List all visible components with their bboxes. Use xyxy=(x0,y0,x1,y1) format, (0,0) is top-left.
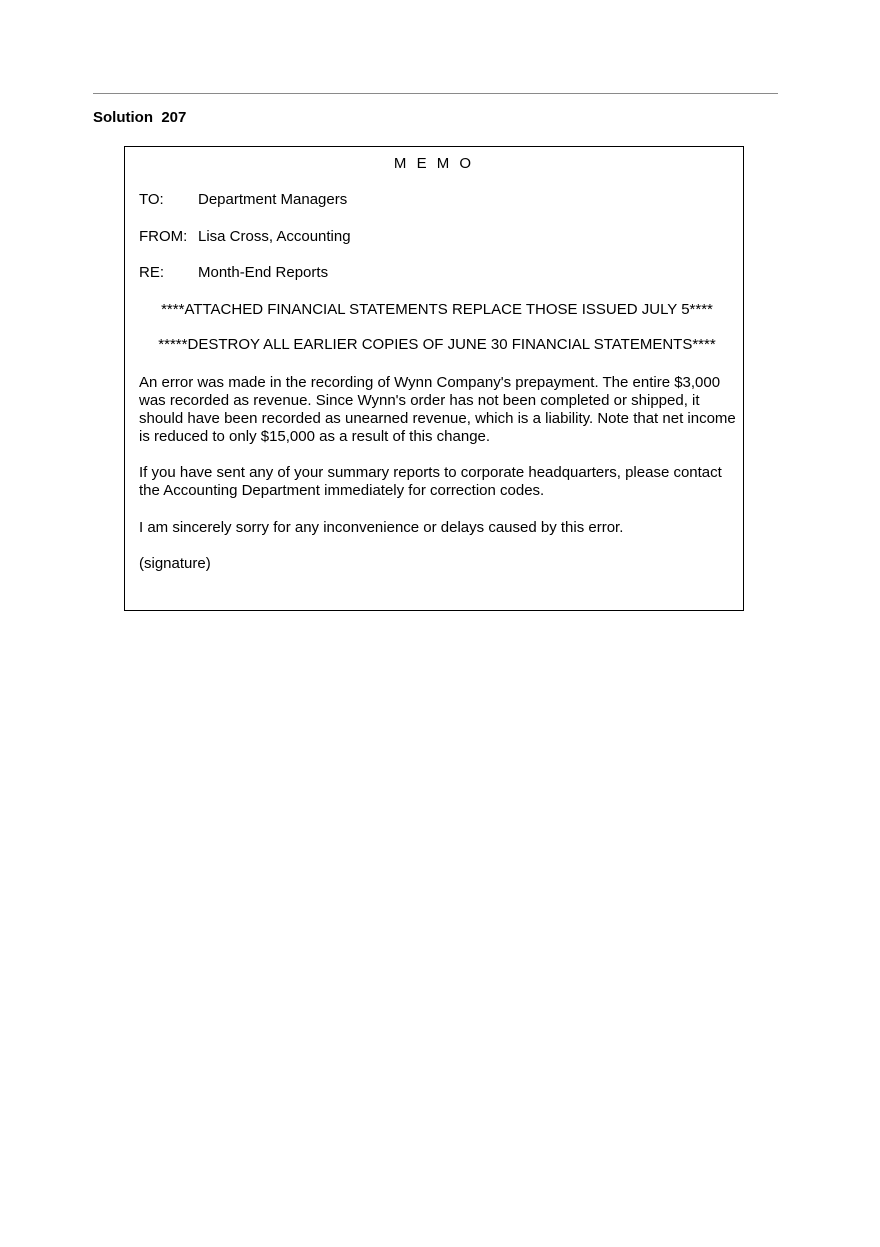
memo-signature: (signature) xyxy=(139,555,211,572)
memo-from-label: FROM: xyxy=(139,228,188,245)
memo-paragraph-apology: I am sincerely sorry for any inconvenience or delays caused by this error. xyxy=(139,519,624,536)
memo-heading: M E M O xyxy=(393,155,475,172)
memo-to-value: Department Managers xyxy=(198,191,348,208)
memo-to-label: TO: xyxy=(139,191,164,208)
memo-re-row xyxy=(139,264,328,281)
solution-title: Solution 207 xyxy=(93,109,187,126)
memo-notice-destroy: *****DESTROY ALL EARLIER COPIES OF JUNE 30 FINANCIAL STATEMENTS**** xyxy=(158,336,716,353)
memo-re-label: RE: xyxy=(139,264,165,281)
top-divider xyxy=(93,93,778,94)
memo-notice-replace: ****ATTACHED FINANCIAL STATEMENTS REPLACE THOSE ISSUED JULY 5**** xyxy=(161,301,713,318)
memo-box xyxy=(124,146,744,611)
memo-re-value: Month-End Reports xyxy=(198,264,329,281)
memo-from-value: Lisa Cross, Accounting xyxy=(198,228,351,245)
memo-paragraph-contact: If you have sent any of your summary reports to corporate headquarters, please contact the Accounting Department immediately for correction codes. xyxy=(139,464,722,499)
memo-from-row xyxy=(139,228,351,245)
memo-to-row xyxy=(139,191,347,208)
memo-paragraph-error: An error was made in the recording of Wynn Company's prepayment. The entire $3,000 was recorded as revenue. Since Wynn's order has not been completed or shipped, it should have been recorded as unearned revenue, which is a liability. Note that net income is reduced to only $15,000 as a result of this change. xyxy=(139,374,736,445)
